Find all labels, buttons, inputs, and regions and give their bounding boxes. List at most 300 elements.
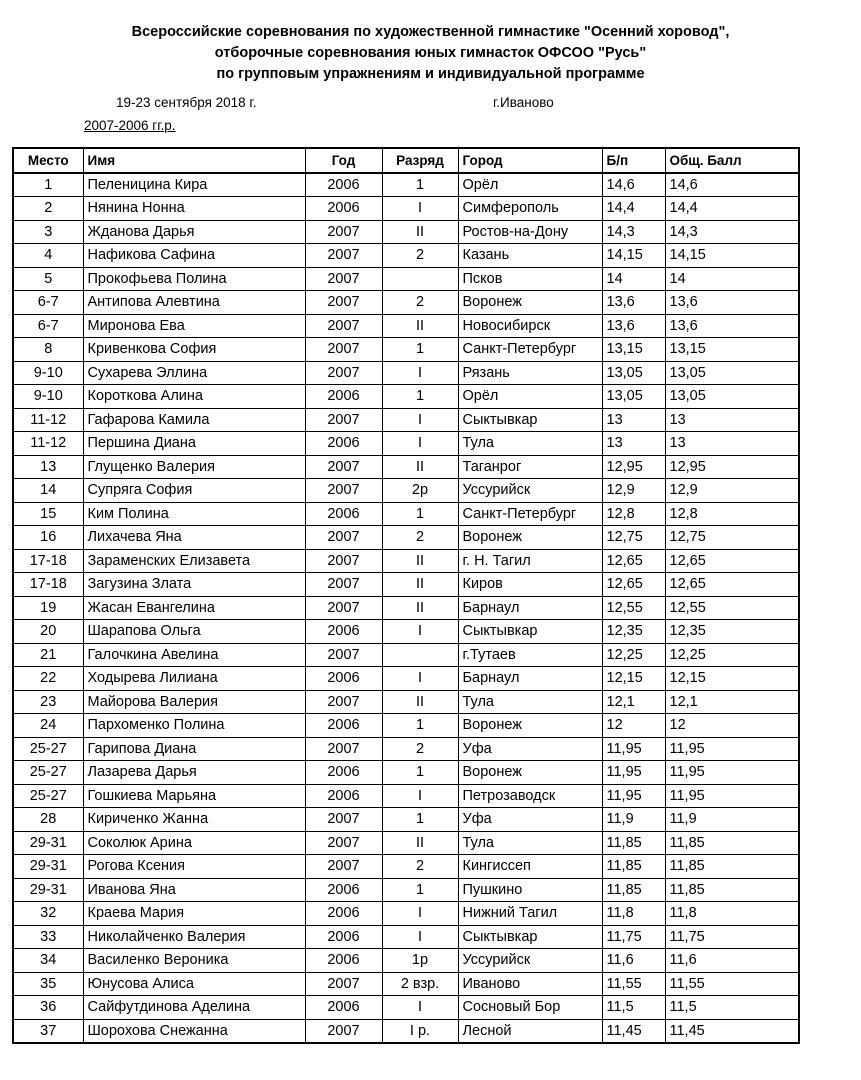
name-cell: Майорова Валерия xyxy=(83,690,305,714)
rank-cell: 1 xyxy=(382,338,458,362)
place-cell: 9-10 xyxy=(13,361,83,385)
total-cell: 13,05 xyxy=(665,385,799,409)
table-row xyxy=(13,925,799,949)
table-row xyxy=(13,831,799,855)
name-cell: Миронова Ева xyxy=(83,314,305,338)
year-cell: 2007 xyxy=(305,338,382,362)
score-cell: 13 xyxy=(602,432,665,456)
name-cell: Галочкина Авелина xyxy=(83,643,305,667)
place-cell: 2 xyxy=(13,197,83,221)
rank-cell: I xyxy=(382,408,458,432)
year-cell: 2006 xyxy=(305,385,382,409)
city-cell: Сосновый Бор xyxy=(458,996,602,1020)
place-cell: 6-7 xyxy=(13,291,83,315)
table-row xyxy=(13,455,799,479)
event-city: г.Иваново xyxy=(493,95,554,110)
table-row xyxy=(13,573,799,597)
table-row xyxy=(13,714,799,738)
table-row xyxy=(13,761,799,785)
score-cell: 12,75 xyxy=(602,526,665,550)
city-cell: Уссурийск xyxy=(458,479,602,503)
total-cell: 11,95 xyxy=(665,761,799,785)
place-cell: 19 xyxy=(13,596,83,620)
city-cell: Нижний Тагил xyxy=(458,902,602,926)
place-cell: 13 xyxy=(13,455,83,479)
table-row xyxy=(13,549,799,573)
place-cell: 37 xyxy=(13,1019,83,1043)
name-cell: Ким Полина xyxy=(83,502,305,526)
year-cell: 2006 xyxy=(305,784,382,808)
table-header-row xyxy=(13,148,799,173)
table-row xyxy=(13,479,799,503)
total-cell: 13 xyxy=(665,408,799,432)
rank-cell: I xyxy=(382,620,458,644)
rank-cell: I xyxy=(382,784,458,808)
title-line-2: отборочные соревнования юных гимнасток ОФСОО "Русь" xyxy=(214,45,647,61)
rank-cell: I xyxy=(382,197,458,221)
table-row xyxy=(13,808,799,832)
table-row xyxy=(13,314,799,338)
rank-cell: 2 xyxy=(382,291,458,315)
table-row xyxy=(13,291,799,315)
year-cell: 2006 xyxy=(305,949,382,973)
place-cell: 5 xyxy=(13,267,83,291)
score-cell: 11,45 xyxy=(602,1019,665,1043)
total-cell: 14,3 xyxy=(665,220,799,244)
year-cell: 2007 xyxy=(305,1019,382,1043)
name-cell: Пархоменко Полина xyxy=(83,714,305,738)
city-cell: Уссурийск xyxy=(458,949,602,973)
table-row xyxy=(13,690,799,714)
score-cell: 14,3 xyxy=(602,220,665,244)
place-cell: 20 xyxy=(13,620,83,644)
score-cell: 12,1 xyxy=(602,690,665,714)
table-row xyxy=(13,949,799,973)
table-row xyxy=(13,267,799,291)
score-cell: 14,15 xyxy=(602,244,665,268)
table-row xyxy=(13,408,799,432)
rank-cell: I xyxy=(382,996,458,1020)
score-cell: 14 xyxy=(602,267,665,291)
name-cell: Лихачева Яна xyxy=(83,526,305,550)
year-cell: 2007 xyxy=(305,220,382,244)
table-row xyxy=(13,667,799,691)
name-cell: Иванова Яна xyxy=(83,878,305,902)
score-cell: 12,65 xyxy=(602,573,665,597)
name-cell: Шарапова Ольга xyxy=(83,620,305,644)
year-cell: 2006 xyxy=(305,761,382,785)
city-cell: Воронеж xyxy=(458,526,602,550)
city-cell: Уфа xyxy=(458,808,602,832)
year-cell: 2007 xyxy=(305,972,382,996)
score-cell: 12,35 xyxy=(602,620,665,644)
total-cell: 11,45 xyxy=(665,1019,799,1043)
score-cell: 11,95 xyxy=(602,737,665,761)
name-cell: Сухарева Эллина xyxy=(83,361,305,385)
name-cell: Першина Диана xyxy=(83,432,305,456)
year-cell: 2007 xyxy=(305,737,382,761)
city-cell: Санкт-Петербург xyxy=(458,338,602,362)
name-cell: Кривенкова София xyxy=(83,338,305,362)
year-cell: 2007 xyxy=(305,573,382,597)
city-cell: Новосибирск xyxy=(458,314,602,338)
city-cell: Санкт-Петербург xyxy=(458,502,602,526)
rank-cell: 1 xyxy=(382,808,458,832)
table-row xyxy=(13,526,799,550)
name-cell: Гарипова Диана xyxy=(83,737,305,761)
results-body xyxy=(13,173,799,1044)
score-cell: 11,95 xyxy=(602,784,665,808)
place-cell: 17-18 xyxy=(13,573,83,597)
city-cell: Иваново xyxy=(458,972,602,996)
score-cell: 13,05 xyxy=(602,385,665,409)
table-row xyxy=(13,784,799,808)
score-cell: 13,6 xyxy=(602,291,665,315)
year-cell: 2006 xyxy=(305,714,382,738)
rank-cell: I xyxy=(382,902,458,926)
score-cell: 12,65 xyxy=(602,549,665,573)
place-cell: 25-27 xyxy=(13,761,83,785)
total-cell: 11,85 xyxy=(665,878,799,902)
rank-cell: II xyxy=(382,690,458,714)
rank-cell: II xyxy=(382,549,458,573)
rank-cell: II xyxy=(382,596,458,620)
year-cell: 2006 xyxy=(305,173,382,197)
place-cell: 4 xyxy=(13,244,83,268)
place-cell: 32 xyxy=(13,902,83,926)
rank-cell: I xyxy=(382,432,458,456)
score-cell: 12 xyxy=(602,714,665,738)
rank-cell: II xyxy=(382,455,458,479)
score-cell: 13,6 xyxy=(602,314,665,338)
place-cell: 28 xyxy=(13,808,83,832)
place-cell: 25-27 xyxy=(13,737,83,761)
name-cell: Ходырева Лилиана xyxy=(83,667,305,691)
rank-cell: 1р xyxy=(382,949,458,973)
city-cell: Тула xyxy=(458,831,602,855)
name-cell: Краева Мария xyxy=(83,902,305,926)
city-cell: Воронеж xyxy=(458,714,602,738)
total-cell: 12,8 xyxy=(665,502,799,526)
total-cell: 12,65 xyxy=(665,549,799,573)
year-cell: 2006 xyxy=(305,925,382,949)
rank-cell: 2 xyxy=(382,737,458,761)
score-cell: 13 xyxy=(602,408,665,432)
city-cell: Кингиссеп xyxy=(458,855,602,879)
year-cell: 2007 xyxy=(305,479,382,503)
title-line-1: Всероссийские соревнования по художественной гимнастике "Осенний хоровод", xyxy=(131,24,730,40)
table-row xyxy=(13,502,799,526)
name-cell: Николайченко Валерия xyxy=(83,925,305,949)
total-cell: 12,65 xyxy=(665,573,799,597)
column-header-score: Б/п xyxy=(602,148,665,173)
name-cell: Короткова Алина xyxy=(83,385,305,409)
year-cell: 2006 xyxy=(305,878,382,902)
total-cell: 12,15 xyxy=(665,667,799,691)
place-cell: 34 xyxy=(13,949,83,973)
total-cell: 11,5 xyxy=(665,996,799,1020)
city-cell: Уфа xyxy=(458,737,602,761)
total-cell: 14,15 xyxy=(665,244,799,268)
name-cell: Жасан Евангелина xyxy=(83,596,305,620)
total-cell: 12,35 xyxy=(665,620,799,644)
total-cell: 12,55 xyxy=(665,596,799,620)
score-cell: 12,8 xyxy=(602,502,665,526)
name-cell: Сайфутдинова Аделина xyxy=(83,996,305,1020)
rank-cell: 2 xyxy=(382,244,458,268)
rank-cell: 1 xyxy=(382,761,458,785)
city-cell: Ростов-на-Дону xyxy=(458,220,602,244)
total-cell: 12,1 xyxy=(665,690,799,714)
name-cell: Кириченко Жанна xyxy=(83,808,305,832)
year-cell: 2007 xyxy=(305,596,382,620)
year-cell: 2007 xyxy=(305,643,382,667)
name-cell: Гафарова Камила xyxy=(83,408,305,432)
table-row xyxy=(13,432,799,456)
column-header-name: Имя xyxy=(83,148,305,173)
city-cell: Петрозаводск xyxy=(458,784,602,808)
rank-cell: 2 взр. xyxy=(382,972,458,996)
total-cell: 11,95 xyxy=(665,737,799,761)
name-cell: Гошкиева Марьяна xyxy=(83,784,305,808)
place-cell: 24 xyxy=(13,714,83,738)
year-cell: 2006 xyxy=(305,667,382,691)
name-cell: Соколюк Арина xyxy=(83,831,305,855)
name-cell: Антипова Алевтина xyxy=(83,291,305,315)
total-cell: 11,95 xyxy=(665,784,799,808)
city-cell: Воронеж xyxy=(458,761,602,785)
column-header-city: Город xyxy=(458,148,602,173)
year-cell: 2007 xyxy=(305,831,382,855)
rank-cell: 1 xyxy=(382,502,458,526)
table-row xyxy=(13,361,799,385)
score-cell: 14,6 xyxy=(602,173,665,197)
place-cell: 11-12 xyxy=(13,432,83,456)
table-row xyxy=(13,902,799,926)
document-title xyxy=(0,22,861,85)
year-cell: 2007 xyxy=(305,808,382,832)
name-cell: Пеленицина Кира xyxy=(83,173,305,197)
name-cell: Супряга София xyxy=(83,479,305,503)
year-cell: 2007 xyxy=(305,291,382,315)
table-row xyxy=(13,338,799,362)
year-cell: 2006 xyxy=(305,197,382,221)
total-cell: 11,85 xyxy=(665,831,799,855)
place-cell: 35 xyxy=(13,972,83,996)
city-cell: Симферополь xyxy=(458,197,602,221)
total-cell: 12,75 xyxy=(665,526,799,550)
city-cell: Казань xyxy=(458,244,602,268)
city-cell: Барнаул xyxy=(458,667,602,691)
total-cell: 13,6 xyxy=(665,291,799,315)
year-cell: 2007 xyxy=(305,690,382,714)
city-cell: Рязань xyxy=(458,361,602,385)
rank-cell: 1 xyxy=(382,173,458,197)
place-cell: 25-27 xyxy=(13,784,83,808)
total-cell: 13,6 xyxy=(665,314,799,338)
city-cell: Лесной xyxy=(458,1019,602,1043)
rank-cell: I р. xyxy=(382,1019,458,1043)
place-cell: 3 xyxy=(13,220,83,244)
city-cell: Тула xyxy=(458,690,602,714)
place-cell: 22 xyxy=(13,667,83,691)
table-row xyxy=(13,173,799,197)
city-cell: Сыктывкар xyxy=(458,408,602,432)
score-cell: 12,15 xyxy=(602,667,665,691)
city-cell: Барнаул xyxy=(458,596,602,620)
place-cell: 16 xyxy=(13,526,83,550)
name-cell: Жданова Дарья xyxy=(83,220,305,244)
table-row xyxy=(13,972,799,996)
rank-cell: II xyxy=(382,314,458,338)
score-cell: 11,8 xyxy=(602,902,665,926)
table-row xyxy=(13,385,799,409)
total-cell: 12,25 xyxy=(665,643,799,667)
year-cell: 2006 xyxy=(305,620,382,644)
total-cell: 11,9 xyxy=(665,808,799,832)
place-cell: 1 xyxy=(13,173,83,197)
total-cell: 11,6 xyxy=(665,949,799,973)
place-cell: 33 xyxy=(13,925,83,949)
year-cell: 2006 xyxy=(305,432,382,456)
rank-cell xyxy=(382,643,458,667)
score-cell: 11,9 xyxy=(602,808,665,832)
place-cell: 9-10 xyxy=(13,385,83,409)
rank-cell: 2р xyxy=(382,479,458,503)
total-cell: 14,4 xyxy=(665,197,799,221)
table-row xyxy=(13,878,799,902)
place-cell: 6-7 xyxy=(13,314,83,338)
name-cell: Шорохова Снежанна xyxy=(83,1019,305,1043)
total-cell: 12,95 xyxy=(665,455,799,479)
total-cell: 14 xyxy=(665,267,799,291)
table-row xyxy=(13,1019,799,1043)
total-cell: 13,05 xyxy=(665,361,799,385)
place-cell: 14 xyxy=(13,479,83,503)
city-cell: Таганрог xyxy=(458,455,602,479)
score-cell: 11,6 xyxy=(602,949,665,973)
total-cell: 14,6 xyxy=(665,173,799,197)
name-cell: Нянина Нонна xyxy=(83,197,305,221)
score-cell: 12,9 xyxy=(602,479,665,503)
name-cell: Юнусова Алиса xyxy=(83,972,305,996)
year-cell: 2007 xyxy=(305,244,382,268)
score-cell: 11,85 xyxy=(602,878,665,902)
score-cell: 14,4 xyxy=(602,197,665,221)
column-header-rank: Разряд xyxy=(382,148,458,173)
score-cell: 11,75 xyxy=(602,925,665,949)
year-cell: 2007 xyxy=(305,408,382,432)
total-cell: 13 xyxy=(665,432,799,456)
age-group: 2007-2006 гг.р. xyxy=(84,118,176,133)
rank-cell: 2 xyxy=(382,855,458,879)
name-cell: Прокофьева Полина xyxy=(83,267,305,291)
city-cell: Киров xyxy=(458,573,602,597)
place-cell: 15 xyxy=(13,502,83,526)
table-row xyxy=(13,996,799,1020)
rank-cell: I xyxy=(382,667,458,691)
year-cell: 2007 xyxy=(305,526,382,550)
name-cell: Лазарева Дарья xyxy=(83,761,305,785)
column-header-year: Год xyxy=(305,148,382,173)
place-cell: 8 xyxy=(13,338,83,362)
name-cell: Рогова Ксения xyxy=(83,855,305,879)
year-cell: 2007 xyxy=(305,549,382,573)
column-header-place: Место xyxy=(13,148,83,173)
table-row xyxy=(13,596,799,620)
year-cell: 2007 xyxy=(305,314,382,338)
name-cell: Зараменских Елизавета xyxy=(83,549,305,573)
city-cell: Орёл xyxy=(458,385,602,409)
city-cell: Воронеж xyxy=(458,291,602,315)
rank-cell: I xyxy=(382,925,458,949)
table-row xyxy=(13,620,799,644)
city-cell: г. Н. Тагил xyxy=(458,549,602,573)
year-cell: 2007 xyxy=(305,267,382,291)
total-cell: 11,55 xyxy=(665,972,799,996)
rank-cell: II xyxy=(382,220,458,244)
score-cell: 12,25 xyxy=(602,643,665,667)
year-cell: 2006 xyxy=(305,996,382,1020)
place-cell: 17-18 xyxy=(13,549,83,573)
year-cell: 2007 xyxy=(305,855,382,879)
city-cell: Орёл xyxy=(458,173,602,197)
year-cell: 2007 xyxy=(305,361,382,385)
table-row xyxy=(13,855,799,879)
name-cell: Глущенко Валерия xyxy=(83,455,305,479)
score-cell: 11,95 xyxy=(602,761,665,785)
place-cell: 29-31 xyxy=(13,855,83,879)
rank-cell: 1 xyxy=(382,878,458,902)
score-cell: 12,95 xyxy=(602,455,665,479)
place-cell: 21 xyxy=(13,643,83,667)
rank-cell: II xyxy=(382,573,458,597)
name-cell: Загузина Злата xyxy=(83,573,305,597)
results-table xyxy=(12,147,800,1044)
table-row xyxy=(13,643,799,667)
score-cell: 13,15 xyxy=(602,338,665,362)
rank-cell: 1 xyxy=(382,714,458,738)
place-cell: 11-12 xyxy=(13,408,83,432)
city-cell: Тула xyxy=(458,432,602,456)
rank-cell: 2 xyxy=(382,526,458,550)
total-cell: 11,8 xyxy=(665,902,799,926)
total-cell: 13,15 xyxy=(665,338,799,362)
city-cell: г.Тутаев xyxy=(458,643,602,667)
rank-cell: 1 xyxy=(382,385,458,409)
score-cell: 11,85 xyxy=(602,855,665,879)
table-row xyxy=(13,244,799,268)
name-cell: Нафикова Сафина xyxy=(83,244,305,268)
total-cell: 12,9 xyxy=(665,479,799,503)
score-cell: 12,55 xyxy=(602,596,665,620)
score-cell: 11,5 xyxy=(602,996,665,1020)
year-cell: 2006 xyxy=(305,902,382,926)
city-cell: Сыктывкар xyxy=(458,620,602,644)
rank-cell xyxy=(382,267,458,291)
table-row xyxy=(13,197,799,221)
place-cell: 29-31 xyxy=(13,831,83,855)
table-row xyxy=(13,737,799,761)
place-cell: 36 xyxy=(13,996,83,1020)
city-cell: Пушкино xyxy=(458,878,602,902)
score-cell: 11,55 xyxy=(602,972,665,996)
place-cell: 29-31 xyxy=(13,878,83,902)
table-row xyxy=(13,220,799,244)
name-cell: Василенко Вероника xyxy=(83,949,305,973)
rank-cell: I xyxy=(382,361,458,385)
total-cell: 11,75 xyxy=(665,925,799,949)
